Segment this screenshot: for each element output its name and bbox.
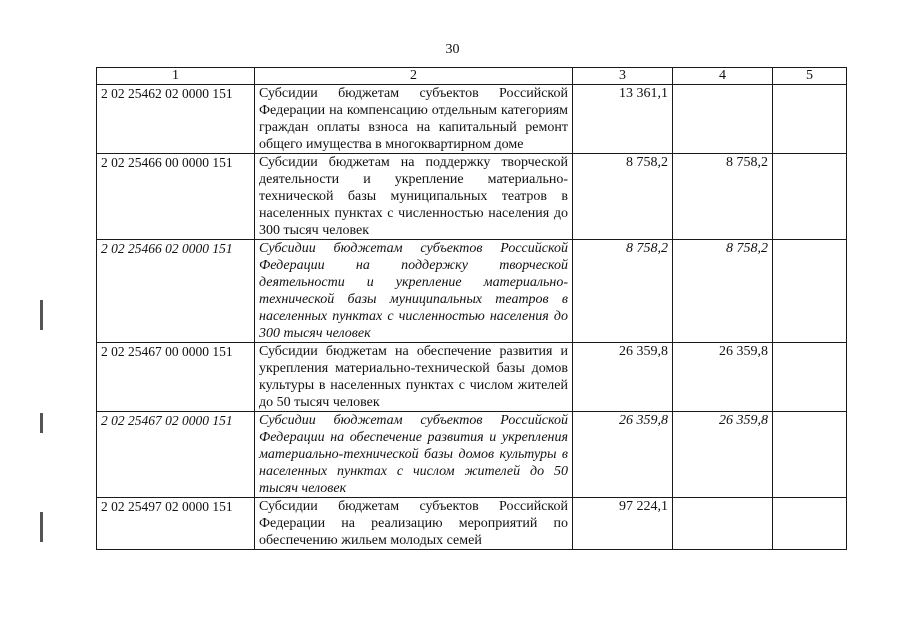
amount-col5-cell	[773, 343, 847, 412]
amount-col5-cell	[773, 240, 847, 343]
header-col-2: 2	[255, 68, 573, 85]
header-row	[97, 68, 847, 85]
budget-code-cell: 2 02 25467 00 0000 151	[97, 343, 255, 412]
budget-code-cell: 2 02 25467 02 0000 151	[97, 412, 255, 498]
binding-mark	[40, 512, 43, 542]
amount-col5-cell	[773, 412, 847, 498]
amount-col4-cell: 8 758,2	[673, 154, 773, 240]
amount-col3-cell: 13 361,1	[573, 85, 673, 154]
header-col-5: 5	[773, 68, 847, 85]
table-row	[97, 154, 847, 240]
table-row	[97, 343, 847, 412]
amount-col5-cell	[773, 154, 847, 240]
binding-mark	[40, 413, 43, 433]
amount-col5-cell	[773, 498, 847, 550]
binding-mark	[40, 300, 43, 330]
amount-col3-cell: 26 359,8	[573, 343, 673, 412]
amount-col4-cell: 26 359,8	[673, 343, 773, 412]
header-col-3: 3	[573, 68, 673, 85]
amount-col4-cell: 8 758,2	[673, 240, 773, 343]
budget-code-cell: 2 02 25466 02 0000 151	[97, 240, 255, 343]
table-row	[97, 412, 847, 498]
header-col-1: 1	[97, 68, 255, 85]
table-row	[97, 85, 847, 154]
amount-col4-cell	[673, 85, 773, 154]
budget-table	[96, 67, 847, 550]
budget-code-cell: 2 02 25466 00 0000 151	[97, 154, 255, 240]
description-cell: Субсидии бюджетам субъектов Российской Федерации на обеспечение развития и укрепления материально-технической базы домов культуры в населенных пунктах с числом жителей до 50 тысяч человек	[255, 412, 573, 498]
amount-col3-cell: 8 758,2	[573, 240, 673, 343]
description-cell: Субсидии бюджетам на поддержку творческой деятельности и укрепление материально-технической базы муниципальных театров в населенных пунктах с численностью населения до 300 тысяч человек	[255, 154, 573, 240]
amount-col3-cell: 8 758,2	[573, 154, 673, 240]
description-cell: Субсидии бюджетам на обеспечение развития и укрепления материально-технической базы домов культуры в населенных пунктах с числом жителей до 50 тысяч человек	[255, 343, 573, 412]
table-row	[97, 240, 847, 343]
amount-col3-cell: 26 359,8	[573, 412, 673, 498]
table-row	[97, 498, 847, 550]
amount-col4-cell	[673, 498, 773, 550]
page-number: 30	[445, 42, 460, 57]
budget-code-cell: 2 02 25497 02 0000 151	[97, 498, 255, 550]
budget-code-cell: 2 02 25462 02 0000 151	[97, 85, 255, 154]
description-cell: Субсидии бюджетам субъектов Российской Федерации на компенсацию отдельным категориям граждан оплаты взноса на капитальный ремонт общего имущества в многоквартирном доме	[255, 85, 573, 154]
description-cell: Субсидии бюджетам субъектов Российской Федерации на поддержку творческой деятельности и укрепление материально-технической базы муниципальных театров в населенных пунктах с численностью населения до 300 тысяч человек	[255, 240, 573, 343]
amount-col4-cell: 26 359,8	[673, 412, 773, 498]
header-col-4: 4	[673, 68, 773, 85]
amount-col3-cell: 97 224,1	[573, 498, 673, 550]
amount-col5-cell	[773, 85, 847, 154]
description-cell: Субсидии бюджетам субъектов Российской Федерации на реализацию мероприятий по обеспечению жильем молодых семей	[255, 498, 573, 550]
